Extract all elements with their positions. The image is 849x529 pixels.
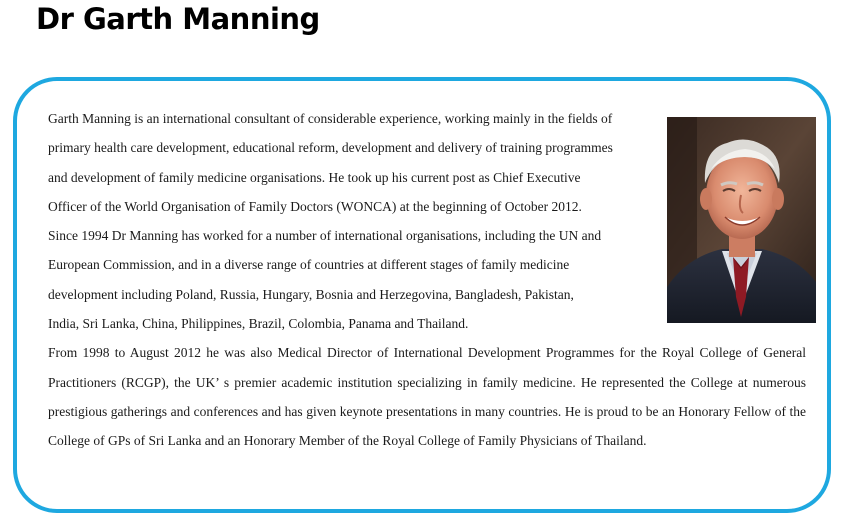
bio-line: Since 1994 Dr Manning has worked for a number of international organisations, including the UN and [48,228,602,244]
bio-line: Garth Manning is an international consultant of considerable experience, working mainly in the fields of [48,111,613,126]
bio-intro-paragraph [48,104,660,338]
bio-line: development including Poland, Russia, Hungary, Bosnia and Herzegovina, Bangladesh, Pakistan, [48,286,574,302]
bio-line: primary health care development, educational reform, development and delivery of training programmes [48,140,613,156]
bio-line: and development of family medicine organisations. He took up his current post as Chief Executive [48,169,581,185]
bio-paragraph-2: From 1998 to August 2012 he was also Medical Director of International Development Programmes for the Royal College of General Practitioners (RCGP), the UK’ s premier academic institution specializing in family medicine. He represented the College at numerous prestigious gatherings and conferences and has given keynote presentations in many countries. He is proud to be an Honorary Fellow of the College of GPs of Sri Lanka and an Honorary Member of the Royal College of Family Physicians of Thailand. [48,345,806,449]
bio-text [48,104,806,456]
page-title: Dr Garth Manning [36,2,320,36]
bio-line: Officer of the World Organisation of Family Doctors (WONCA) at the beginning of October 2012. [48,198,582,214]
bio-line: India, Sri Lanka, China, Philippines, Brazil, Colombia, Panama and Thailand. [48,316,469,332]
bio-line: European Commission, and in a diverse range of countries at different stages of family medicine [48,257,570,273]
